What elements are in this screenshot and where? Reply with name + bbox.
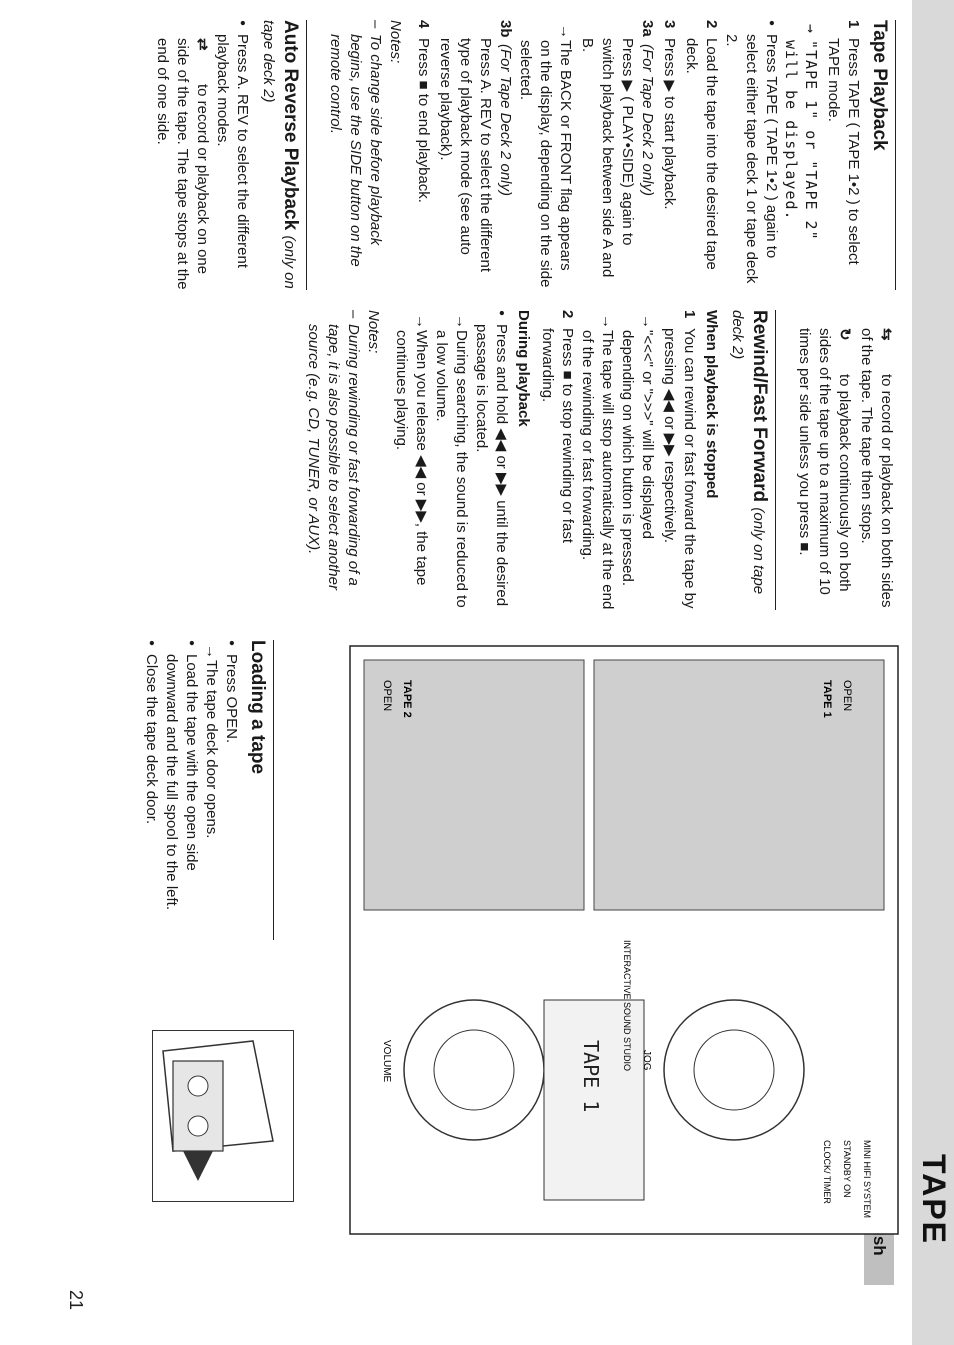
- ar-mode-2: ⇆to record or playback on both sides of the tape. The tape then stops.: [858, 328, 895, 608]
- rw-stopped-heading: When playback is stopped: [703, 310, 720, 499]
- rewind-heading: Rewind/Fast Forward (only on tape deck 2): [727, 310, 776, 610]
- jog-label: JOG: [641, 1050, 652, 1071]
- standby-label: STANDBY ON: [842, 1140, 852, 1198]
- ar-bullet: ● Press A. REV to select the different playback modes.: [212, 20, 252, 290]
- tp-step-3a: 3a (For Tape Deck 2 only) Press ▶ ( PLAY•SIDE) again to switch playback between side A and B.: [579, 20, 656, 278]
- loading-section: [141, 640, 274, 940]
- rw-step-2: 2 Press ■ to stop rewinding or fast forwarding.: [539, 310, 576, 543]
- ar-mode-3: ↻to playback continuously on both sides of the tape up to a maximum of 10 times per side unless you press ■.: [796, 328, 853, 595]
- ld-bullet-1: ● Press OPEN.: [221, 640, 241, 940]
- rw-during-result: → During searching, the sound is reduced to a low volume.: [431, 310, 471, 610]
- tp-step-2: 2 Load the tape into the desired tape deck.: [683, 20, 720, 270]
- iss-label: INTERACTIVE SOUND STUDIO: [622, 940, 632, 1072]
- volume-inner: [434, 1030, 514, 1110]
- tp-step-1-bullet: ● Press TAPE ( TAPE 1•2 ) again to select either tape deck 1 or tape deck 2.: [721, 20, 781, 290]
- ld-bullet-3: ● Close the tape deck door.: [141, 640, 161, 940]
- brand-label: MINI HIFI SYSTEM: [862, 1140, 872, 1219]
- rw-during-heading: During playback: [515, 310, 532, 427]
- section-title: TAPE: [916, 1154, 952, 1245]
- jog-inner: [694, 1030, 774, 1110]
- header-band: [912, 0, 954, 1345]
- tp-step-1-result: → "TAPE 1" or "TAPE 2" will be displayed.: [781, 20, 821, 290]
- tape-deck-2-door: [364, 660, 584, 910]
- tape-playback-section: [150, 20, 896, 290]
- rw-step-1-result-2: → The tape will stop automatically at the end of the rewinding or fast forwarding.: [577, 310, 617, 610]
- open-1-label: OPEN: [841, 680, 853, 712]
- open-2-label: OPEN: [381, 680, 393, 712]
- tp-step-3a-result: → The BACK or FRONT flag appears on the display, depending on the side selected.: [515, 20, 575, 290]
- cassette-svg: [153, 1031, 293, 1201]
- tp-notes-label: Notes:: [387, 20, 404, 64]
- rw-step-1-result: → "<<<" or ">>>" will be displayed depending on which button is pressed.: [617, 310, 657, 610]
- clock-label: CLOCK/ TIMER: [822, 1140, 832, 1204]
- ld-bullet-1-result: → The tape deck door opens.: [201, 640, 221, 940]
- loading-heading: Loading a tape: [247, 640, 274, 940]
- both-sides-icon: ⇆: [878, 328, 895, 341]
- tp-step-1: 1 Press TAPE ( TAPE 1•2 ) to select TAPE mode.: [825, 20, 862, 265]
- rw-notes-label: Notes:: [365, 310, 382, 354]
- tape-playback-heading: Tape Playback: [869, 20, 896, 290]
- volume-label: VOLUME: [381, 1040, 392, 1083]
- continuous-icon: ↻: [836, 328, 853, 341]
- tp-step-3: 3 Press ▶ to start playback.: [661, 20, 678, 210]
- rw-note-1: – During rewinding or fast forwarding of a tape, it is also possible to select another source (e.g. CD, TUNER, or AUX).: [303, 310, 363, 610]
- rw-step-1: 1 You can rewind or fast forward the tape by pressing ◀◀ or ▶▶ respectively.: [661, 310, 698, 609]
- display-text: TAPE 1: [579, 1040, 603, 1113]
- tp-step-3b: 3b (For Tape Deck 2 only) Press A. REV to select the different type of playback mode (see auto reverse playback).: [437, 20, 514, 273]
- rw-during-bullet: ● Press and hold ◀◀ or ▶▶ until the desired passage is located.: [471, 310, 511, 610]
- rewind-section: [303, 310, 896, 610]
- ld-bullet-2: ● Load the tape with the open side downward and the full spool to the left.: [161, 640, 201, 940]
- tp-step-4: 4 Press ■ to end playback.: [415, 20, 432, 203]
- auto-reverse-heading: Auto Reverse Playback (only on tape deck 2): [258, 20, 307, 290]
- ar-mode-1: ⇄to record or playback on one side of the tape. The tape stops at the end of one side.: [154, 38, 211, 290]
- tp-note-1: – To change side before playback begins, use the SIDE button on the remote control.: [325, 20, 385, 290]
- cassette-illustration: [152, 1030, 294, 1202]
- device-illustration: [344, 640, 904, 1240]
- one-side-icon: ⇄: [194, 38, 211, 51]
- tape-1-label: TAPE 1: [821, 680, 833, 718]
- page-number: 21: [66, 1290, 86, 1311]
- tape-2-label: TAPE 2: [401, 680, 413, 718]
- rw-during-result-2: → When you release ◀◀ or ▶▶, the tape continues playing.: [391, 310, 431, 610]
